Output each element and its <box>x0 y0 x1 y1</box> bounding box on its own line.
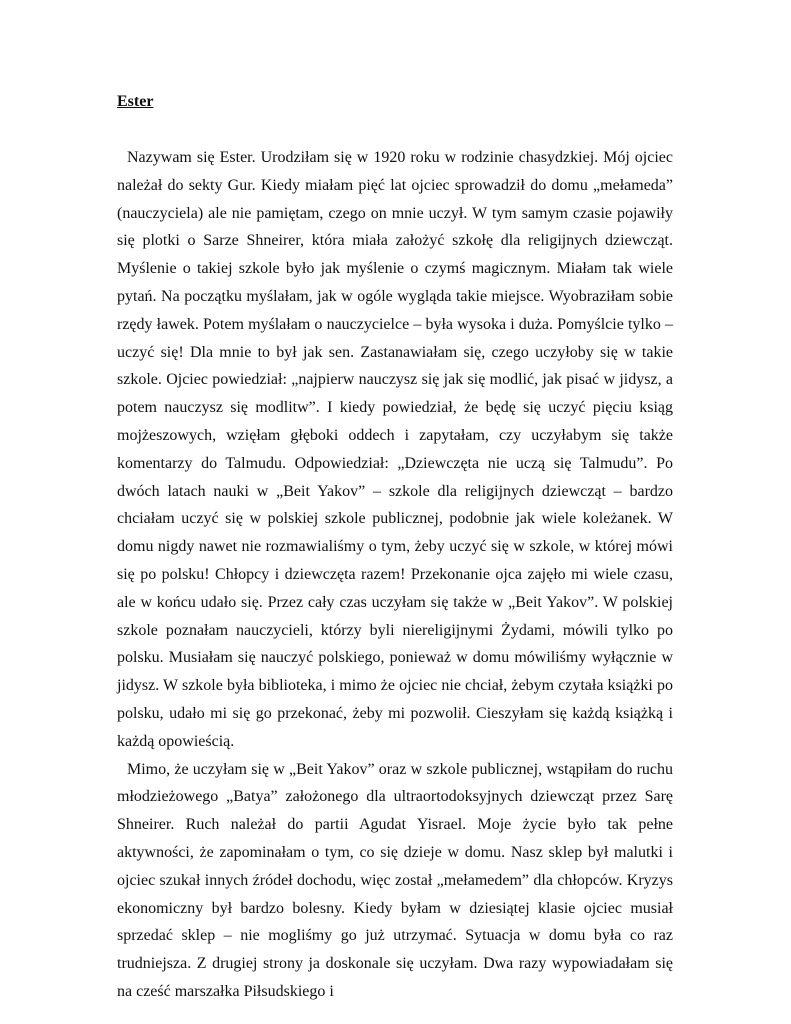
paragraph-2: Mimo, że uczyłam się w „Beit Yakov” oraz w szkole publicznej, wstąpiłam do ruchu młodzieżowego „Batya” założonego dla ultraortodoksyjnych dziewcząt przez Sarę Shneirer. Ruch należał do partii Agudat Yisrael. Moje życie było tak pełne aktywności, że zapominałam o tym, co się dzieje w domu. Nasz sklep był malutki i ojciec szukał innych źródeł dochodu, więc został „mełamedem” dla chłopców. Kryzys ekonomiczny był bardzo bolesny. Kiedy byłam w dziesiątej klasie ojciec musiał sprzedać sklep – nie mogliśmy go już utrzymać. Sytuacja w domu była co raz trudniejsza. Z drugiej strony ja doskonale się uczyłam. Dwa razy wypowiadałam się na cześć marszałka Piłsudskiego i <box>117 760 673 1000</box>
title-spacer <box>117 116 673 144</box>
document-title: Ester <box>117 93 154 110</box>
paragraph-1: Nazywam się Ester. Urodziłam się w 1920 roku w rodzinie chasydzkiej. Mój ojciec należał do sekty Gur. Kiedy miałam pięć lat ojciec sprowadził do domu „mełameda” (nauczyciela) ale nie pamiętam, czego on mnie uczył. W tym samym czasie pojawiły się plotki o Sarze Shneirer, która miała założyć szkołę dla religijnych dziewcząt. Myślenie o takiej szkole było jak myślenie o czymś magicznym. Miałam tak wiele pytań. Na początku myślałam, jak w ogóle wygląda takie miejsce. Wyobraziłam sobie rzędy ławek. Potem myślałam o nauczycielce – była wysoka i duża. Pomyślcie tylko – uczyć się! Dla mnie to był jak sen. Zastanawiałam się, czego uczyłoby się w takie szkole. Ojciec powiedział: „najpierw nauczysz się jak się modlić, jak pisać w jidysz, a potem nauczysz się modlitw”. I kiedy powiedział, że będę się uczyć pięciu ksiąg mojżeszowych, wzięłam głęboki oddech i zapytałam, czy uczyłabym się także komentarzy do Talmudu. Odpowiedział: „Dziewczęta nie uczą się Talmudu”. Po dwóch latach nauki w „Beit Yakov” – szkole dla religijnych dziewcząt – bardzo chciałam uczyć się w polskiej szkole publicznej, podobnie jak wiele koleżanek. W domu nigdy nawet nie rozmawialiśmy o tym, żeby uczyć się w szkole, w której mówi się po polsku! Chłopcy i dziewczęta razem! Przekonanie ojca zajęło mi wiele czasu, ale w końcu udało się. Przez cały czas uczyłam się także w „Beit Yakov”. W polskiej szkole poznałam nauczycieli, którzy byli niereligijnymi Żydami, mówili tylko po polsku. Musiałam się nauczyć polskiego, ponieważ w domu mówiliśmy wyłącznie w jidysz. W szkole była biblioteka, i mimo że ojciec nie chciał, żebym czytała książki po polsku, udało mi się go przekonać, żeby mi pozwolił. Cieszyłam się każdą książką i każdą opowieścią. <box>117 149 673 750</box>
document-body <box>117 88 673 1006</box>
